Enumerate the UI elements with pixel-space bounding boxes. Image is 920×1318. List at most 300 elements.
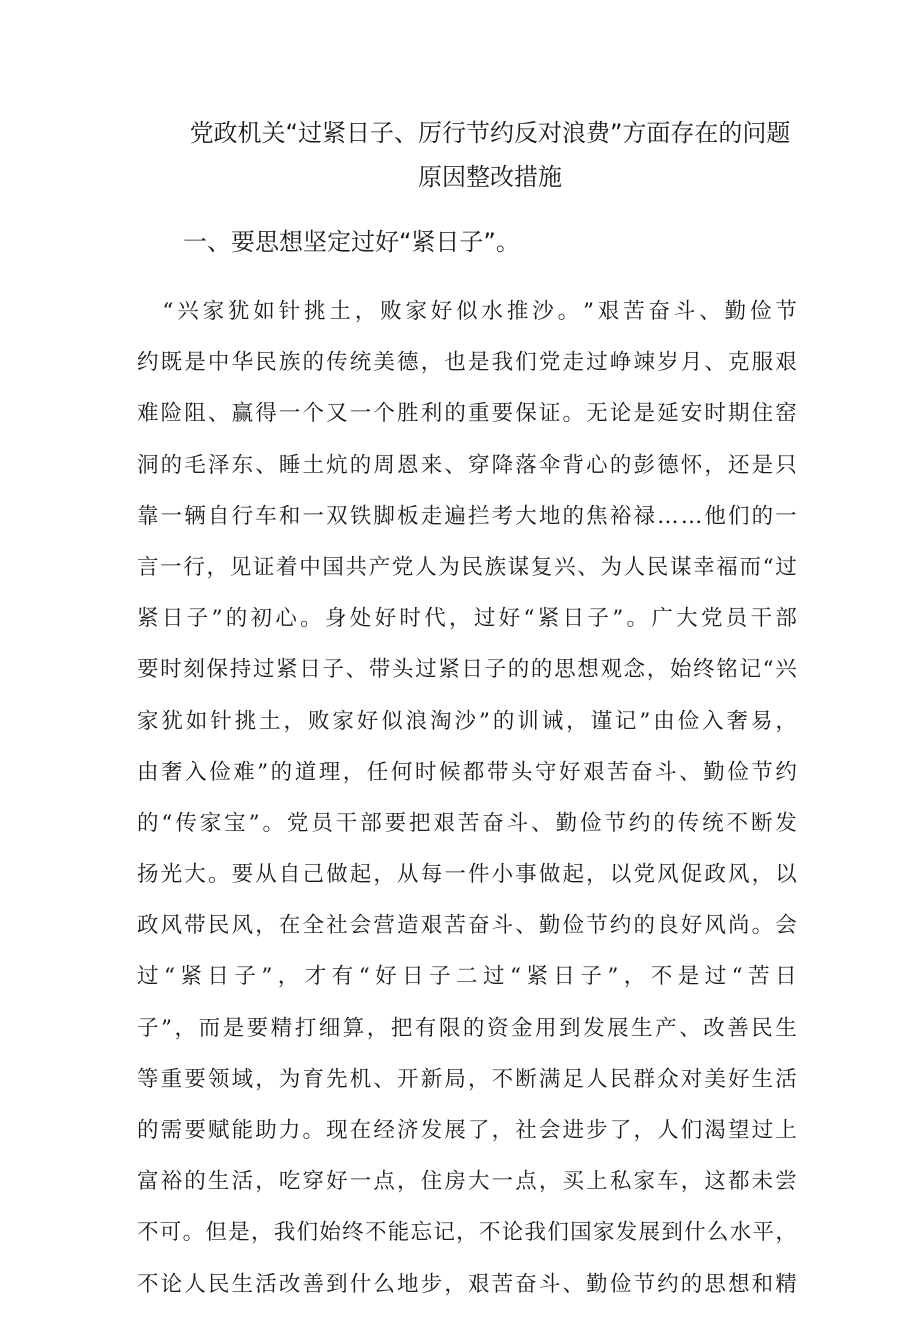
body-paragraph [137,294,797,1318]
body-char: 家 [202,299,225,324]
body-char: 艰 [583,759,605,785]
body-char: 诫 [541,708,564,734]
body-char: 节 [751,759,773,785]
body-char: 、 [515,913,537,939]
body-line [137,755,797,790]
body-char: 如 [185,708,208,734]
body-char: 穿 [302,1169,324,1195]
body-char: 落 [515,452,537,478]
body-char: 。 [182,1220,205,1246]
body-char: 断 [750,810,773,836]
body-char: 沙 [454,708,476,734]
body-char: 如 [253,299,275,324]
body-char: 民 [207,1271,230,1297]
body-char: 共 [345,554,368,580]
body-char: 言 [137,554,159,580]
body-char: 域 [231,1066,254,1092]
body-char: 靠 [137,503,159,529]
body-char: 保 [515,401,537,427]
body-char: 生 [775,1015,797,1041]
body-char: ， [174,1015,197,1041]
body-char: 勤 [586,1271,608,1297]
body-char: ， [255,1066,277,1092]
body-char: … [657,503,679,529]
body-char: 家 [405,299,427,324]
body-char: 苦 [623,299,645,324]
body-char: 日 [562,606,585,632]
body-char: 时 [160,657,182,683]
body-char: 家 [199,810,222,836]
body-char: 为 [438,554,460,580]
body-line [137,601,797,636]
body-char: 还 [728,452,750,478]
body-char: 洞 [137,452,159,478]
body-char: 斗 [655,759,677,785]
body-char: 、 [679,759,701,785]
body-char: 德 [657,452,679,478]
body-char: 过 [704,964,727,990]
body-char: 步 [420,1271,443,1297]
body-char: 助 [255,1118,277,1143]
body-char: “ [731,964,743,990]
body-char: 奋 [482,810,504,836]
body-char: 难 [137,401,159,427]
body-char: 员 [725,606,748,632]
body-char: 在 [349,1118,372,1143]
body-char: 展 [638,1220,661,1246]
body-char: 等 [137,1066,159,1092]
body-char: 到 [661,1220,683,1246]
body-char: 赢 [231,401,254,427]
body-char: 政 [704,862,726,888]
body-char: 铭 [716,657,738,683]
body-char: 俭 [209,759,231,785]
body-char: 似 [381,708,403,734]
body-char: 带 [184,913,206,939]
body-char: 是 [222,1015,245,1041]
body-char: 对 [680,1066,703,1092]
body-char: 铁 [349,503,372,529]
body-char: 水 [481,299,504,324]
body-char: 生 [207,1169,230,1195]
body-char: ， [342,759,365,785]
body-line [137,652,797,687]
body-char: 重 [467,401,490,427]
body-char: 带 [368,657,391,683]
body-char: 一 [302,503,324,529]
body-char: 自 [207,503,230,529]
body-char: 过 [483,964,505,990]
body-char: 得 [255,401,277,427]
body-char: 无 [586,401,608,427]
body-char: 干 [335,810,358,836]
body-char: 俭 [677,708,700,734]
body-char: 见 [229,554,252,580]
body-char: 要 [184,1066,206,1092]
body-char: 奋 [648,299,671,324]
body-line [137,1062,797,1097]
body-char: 善 [727,1015,749,1041]
body-char: ， [250,1220,273,1246]
body-char: 日 [402,964,424,990]
body-char: 艰 [433,810,455,836]
body-char [137,294,159,329]
body-char: 的 [609,452,632,478]
body-char: 赋 [207,1118,230,1143]
body-char: 斗 [506,810,529,836]
body-char: 过 [775,554,797,580]
body-char: 民 [207,913,230,939]
body-char: 记 [614,708,637,734]
body-char: 的 [137,810,159,836]
body-char: 月 [680,350,703,376]
body-char: 一 [491,1169,514,1195]
body-char: 拦 [467,503,490,529]
body-char: 美 [704,1066,726,1092]
body-char: 、 [531,810,553,836]
body-char: 以 [609,862,632,888]
body-line [137,1267,797,1302]
body-char: 。 [207,862,230,888]
body-char: 会 [349,913,372,939]
section-heading: 一、要思想坚定过好“紧日子”。 [183,228,520,256]
body-char: 也 [444,350,466,376]
body-char: 日 [461,657,483,683]
body-char: 奢 [161,759,183,785]
body-char: 人 [657,1118,679,1143]
body-char: 睡 [278,452,301,478]
body-char: 何 [390,759,413,785]
body-char: 人 [586,1066,608,1092]
body-char: “ [762,657,774,683]
body-char: ” [211,606,223,632]
body-char: 社 [515,1118,537,1143]
body-char: 节 [633,1271,655,1297]
body-char: 土 [302,452,324,478]
body-char: 大 [184,862,206,888]
body-char: 克 [728,350,750,376]
body-char: 安 [680,401,703,427]
body-char: 未 [751,1169,774,1195]
body-char: 己 [302,862,324,888]
body-char: 子 [137,1015,159,1041]
body-char: 金 [510,1015,533,1041]
body-line [137,294,797,329]
body-char: 众 [657,1066,679,1092]
body-char: 怀 [680,452,703,478]
body-char: 延 [657,401,679,427]
body-char: ， [277,964,300,990]
body-char: ， [255,913,277,939]
body-char: 生 [231,1271,254,1297]
body-char: 推 [506,299,529,324]
body-char: 统 [702,810,724,836]
body-char: 节 [775,299,797,324]
body-char: 道 [294,759,317,785]
body-char: 宝 [224,810,246,836]
body-line [137,448,797,483]
body-char: 改 [278,1271,301,1297]
body-char: 浪 [405,708,428,734]
body-char: 行 [183,554,205,580]
body-line [137,345,797,380]
body-char: 事 [515,862,537,888]
body-char: 过 [751,1118,774,1143]
body-char: 胜 [397,401,419,427]
body-char: 人 [623,554,646,580]
body-char: 的 [444,401,466,427]
body-char: 们 [680,1118,703,1143]
body-char: 社 [326,913,348,939]
body-char: 子 [322,657,344,683]
body-char: 育 [302,1066,324,1092]
body-char: 起 [562,862,585,888]
body-char: ， [680,1169,703,1195]
body-char: ， [633,1118,655,1143]
body-char: 算 [342,1015,365,1041]
body-char: 尚 [728,913,750,939]
body-char: 犹 [227,299,250,324]
body-line [137,704,797,739]
body-char: 俭 [609,1271,632,1297]
body-char: ” [257,759,269,785]
body-char: 观 [600,657,622,683]
body-char: 人 [184,1271,206,1297]
body-char: 针 [210,708,232,734]
body-char: 兴 [177,299,199,324]
body-char: 民 [609,1066,632,1092]
body-char: 谨 [590,708,613,734]
body-char: 保 [206,657,229,683]
body-char: 日 [553,964,575,990]
body-char: 做 [538,862,561,888]
body-char: 谋 [507,554,530,580]
body-char: 上 [586,1169,608,1195]
body-char: 周 [373,452,395,478]
body-char: 风 [160,913,183,939]
body-char: ， [775,708,797,734]
body-char: 美 [373,350,395,376]
document-title-line-2: 原因整改措施 [418,163,562,191]
body-char: 精 [270,1015,293,1041]
body-char: 一 [160,503,183,529]
body-char: 是 [467,350,490,376]
body-char: 风 [728,862,750,888]
body-char: 扬 [137,862,159,888]
body-line [137,959,797,994]
body-char: ” [161,1015,173,1041]
body-char: 房 [444,1169,466,1195]
body-char: 小 [491,862,514,888]
body-char: 机 [349,1066,372,1092]
body-char: 日 [161,606,184,632]
body-char: 能 [387,1220,410,1246]
body-char: 紧 [438,657,460,683]
body-char: 初 [250,606,273,632]
body-char: 不 [726,810,749,836]
body-char: 的 [137,1118,159,1143]
body-char: 日 [299,657,321,683]
body-char: 党 [286,810,309,836]
body-char: 要 [491,401,514,427]
body-char: 脚 [373,503,395,529]
body-char: 由 [137,759,159,785]
body-char: 遍 [444,503,466,529]
body-char: 把 [390,1015,413,1041]
body-char: 生 [751,1066,774,1092]
body-char: 展 [607,1015,629,1041]
body-char: ， [206,554,229,580]
body-char: 的 [653,810,675,836]
body-char: ” [582,299,594,324]
body-char: 谋 [669,554,692,580]
body-char: 每 [420,862,443,888]
body-char: 民 [255,350,277,376]
body-line [137,908,797,943]
body-char: 时 [414,759,437,785]
body-char: 我 [273,1220,296,1246]
body-char: 家 [592,1220,615,1246]
body-char: ， [467,1066,490,1092]
body-char: 由 [653,708,675,734]
body-char: 行 [231,503,254,529]
body-char: 艰 [597,299,620,324]
body-char: 起 [349,862,372,888]
body-char: “ [163,964,175,990]
body-char: … [680,503,703,529]
body-char: 和 [751,1271,774,1297]
body-char: 有 [331,964,354,990]
body-char: 节 [604,810,626,836]
body-char: 家 [633,1169,655,1195]
body-char: 的 [633,913,655,939]
body-line [137,857,797,892]
body-char: 兴 [554,554,576,580]
body-char: 展 [444,1118,466,1143]
body-char: 入 [185,759,207,785]
body-char: 领 [207,1066,230,1092]
body-char: 约 [137,350,159,376]
body-char: 车 [657,1169,679,1195]
body-line [137,396,797,431]
body-char: 时 [704,401,726,427]
body-char: 子 [484,657,507,683]
body-char: 不 [364,1220,387,1246]
body-char: 望 [728,1118,750,1143]
body-char: 们 [547,1220,569,1246]
body-char: 训 [517,708,539,734]
body-char: 。 [751,913,774,939]
body-char: 的 [184,1169,206,1195]
body-char: 兴 [775,657,797,683]
body-char: 记 [739,657,761,683]
body-char: 什 [684,1220,706,1246]
body-char: 华 [231,350,254,376]
body-char: 吃 [278,1169,301,1195]
body-char: 开 [397,1066,419,1092]
body-char: 。 [626,606,649,632]
body-char: 、 [207,401,230,427]
body-char: 过 [473,606,496,632]
body-char: 的 [562,503,585,529]
body-char: 约 [628,810,651,836]
body-char: 有 [414,1015,437,1041]
body-char: 风 [231,913,254,939]
body-char: 易 [750,708,773,734]
body-char: 一 [444,862,466,888]
body-char: 二 [456,964,478,990]
body-char: 苦 [491,1271,514,1297]
body-char: 、 [255,452,277,478]
body-char: 奋 [631,759,653,785]
body-char: 党 [633,862,655,888]
body-char: 奋 [467,913,490,939]
body-line [137,550,797,585]
body-char: ， [420,350,443,376]
body-char: 会 [538,1118,561,1143]
body-char: 始 [319,1220,341,1246]
body-char: 细 [318,1015,341,1041]
body-char: 险 [160,401,183,427]
body-char: 板 [397,503,419,529]
body-char: 。 [300,606,322,632]
body-char: 为 [600,554,622,580]
body-char: 个 [373,401,395,427]
body-char: 时 [399,606,421,632]
body-char: 发 [583,1015,605,1041]
body-char: 我 [524,1220,547,1246]
body-char: 的 [507,657,530,683]
body-char: 住 [751,401,774,427]
body-char: 约 [657,1271,679,1297]
body-char: ， [751,862,774,888]
body-char: 勤 [538,913,561,939]
body-char: 想 [577,657,599,683]
body-char: 紧 [137,606,159,632]
body-char: 能 [231,1118,254,1143]
body-char: 俭 [579,810,602,836]
body-char: 平 [752,1220,775,1246]
body-char: 斗 [491,913,514,939]
body-char: 来 [420,452,443,478]
body-char: 的 [462,1015,485,1041]
body-char: 苦 [748,964,770,990]
body-char: 精 [775,1271,797,1297]
body-char: ， [566,708,588,734]
body-char: 心 [275,606,297,632]
body-char: 是 [751,452,774,478]
body-char: 民 [751,1015,773,1041]
body-char: 不 [491,1066,514,1092]
body-char: 子 [429,964,451,990]
body-char: 了 [467,1118,490,1143]
body-char: 日 [775,964,797,990]
body-char: 大 [515,503,537,529]
body-char: 约 [775,759,797,785]
body-char: ， [646,657,669,683]
body-char: 幸 [693,554,715,580]
body-char: 到 [559,1015,581,1041]
body-char: 土 [329,299,351,324]
body-char: 家 [137,708,159,734]
body-char: 从 [397,862,419,888]
body-char: 党 [391,554,414,580]
body-char: 我 [491,350,514,376]
body-char: ， [704,452,726,478]
body-char: 复 [530,554,553,580]
body-char: 过 [252,657,275,683]
body-char: “ [358,964,370,990]
